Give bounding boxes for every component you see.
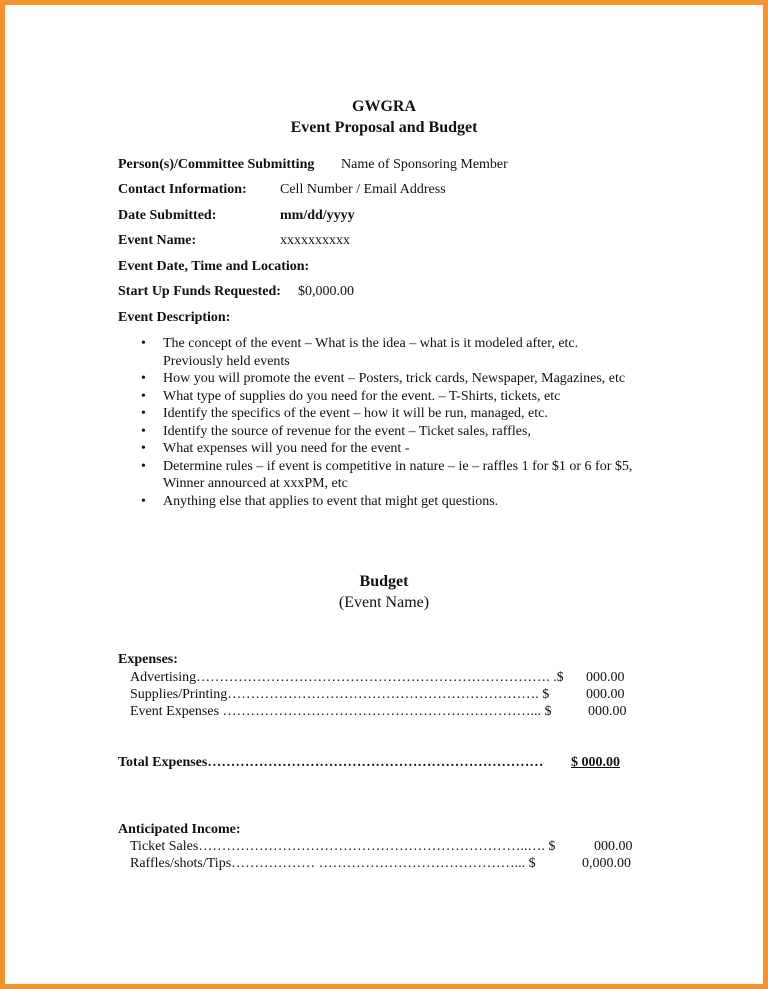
- description-list: [118, 335, 638, 510]
- bullet-icon: •: [141, 441, 146, 456]
- list-item: • Identify the source of revenue for the event – Ticket sales, raffles,: [141, 423, 531, 439]
- list-item: • The concept of the event – What is the idea – what is it modeled after, etc. Previously held events: [141, 336, 579, 369]
- amount: 000.00: [594, 839, 633, 854]
- total-amount: $ 000.00: [571, 755, 620, 770]
- bullet-icon: •: [141, 336, 146, 351]
- field-label-date: Date Submitted:: [118, 208, 217, 223]
- field-value-submitter: Name of Sponsoring Member: [341, 157, 508, 172]
- field-label-date-location: Event Date, Time and Location:: [118, 259, 310, 274]
- total-expenses-row: Total Expenses……………………………………………………………… $ 000.00: [118, 755, 620, 770]
- amount: 000.00: [586, 687, 625, 702]
- expense-row-event: Event Expenses …………………………………………………………... $ 000.00: [130, 704, 627, 719]
- description-label: Event Description:: [118, 310, 231, 325]
- list-item: • Determine rules – if event is competitive in nature – ie – raffles 1 for $1 or 6 for $5, Winner annourced at xxxPM, etc: [141, 458, 633, 491]
- list-item: • What expenses will you need for the event -: [141, 441, 410, 456]
- expenses-label: Expenses:: [118, 652, 178, 667]
- list-item: • Identify the specifics of the event – how it will be run, managed, etc.: [141, 406, 548, 421]
- bullet-icon: •: [141, 423, 146, 439]
- expense-row-supplies: Supplies/Printing…………………………………………………………. $ 000.00: [130, 687, 625, 702]
- amount: 000.00: [586, 670, 625, 685]
- expense-row-advertising: Advertising…………………………………………………………………. .$ 000.00: [130, 670, 625, 685]
- income-label: Anticipated Income:: [118, 822, 241, 837]
- bullet-icon: •: [141, 406, 146, 421]
- amount: 0,000.00: [582, 856, 631, 871]
- bullet-icon: •: [141, 388, 146, 404]
- amount: 000.00: [588, 704, 627, 719]
- field-value-contact: Cell Number / Email Address: [280, 182, 446, 197]
- field-value-funds: $0,000.00: [298, 284, 354, 299]
- bullet-icon: •: [141, 458, 146, 474]
- budget-title: Budget: [359, 573, 409, 590]
- income-row-raffles: Raffles/shots/Tips……………… ……………………………………... $ 0,000.00: [130, 856, 631, 871]
- budget-subtitle: (Event Name): [338, 594, 430, 611]
- document-title: Event Proposal and Budget: [290, 119, 478, 136]
- field-label-contact: Contact Information:: [118, 182, 247, 197]
- bullet-icon: •: [141, 371, 146, 386]
- list-item: • What type of supplies do you need for the event. – T-Shirts, tickets, etc: [141, 388, 561, 404]
- field-label-funds: Start Up Funds Requested:: [118, 284, 281, 299]
- income-row-tickets: Ticket Sales……………………………………………………………..…. $ 000.00: [130, 839, 633, 854]
- bullet-icon: •: [141, 493, 146, 509]
- field-label-event-name: Event Name:: [118, 233, 197, 248]
- field-value-date: mm/dd/yyyy: [280, 208, 355, 223]
- list-item: • How you will promote the event – Posters, trick cards, Newspaper, Magazines, etc: [141, 371, 626, 386]
- field-label-submitter: Person(s)/Committee Submitting: [118, 157, 315, 172]
- list-item: • Anything else that applies to event that might get questions.: [141, 493, 499, 509]
- org-name: GWGRA: [352, 98, 416, 115]
- field-value-event-name: xxxxxxxxxx: [280, 233, 350, 248]
